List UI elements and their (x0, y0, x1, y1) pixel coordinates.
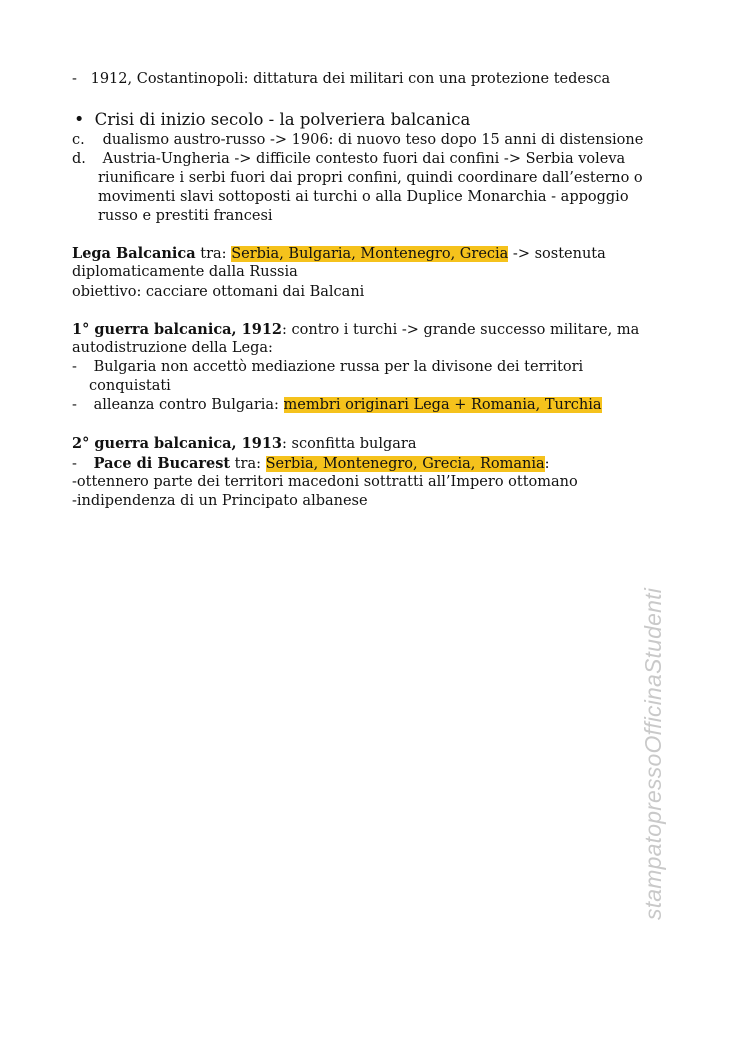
text: : sconfitta bulgara (282, 436, 417, 452)
lega-line-2 (72, 263, 298, 282)
text: riunificare i serbi fuori dai propri confini, quindi coordinare dall’esterno o (98, 170, 643, 186)
highlighted-text: Serbia, Montenegro, Grecia, Romania (265, 456, 545, 472)
text: obiettivo: cacciare ottomani dai Balcani (72, 284, 365, 300)
dash-marker: - (72, 456, 77, 472)
text: tra: (195, 246, 232, 262)
dash-marker: - (72, 71, 77, 87)
text: : (544, 456, 550, 472)
dash-marker: - (72, 359, 77, 375)
watermark: stampatopressoOfficinaStudenti (640, 587, 666, 920)
highlighted-text: membri originari Lega + Romania, Turchia (283, 397, 602, 413)
bold-term: 2° guerra balcanica, 1913 (72, 435, 283, 452)
guerra-1-bullet-1 (72, 358, 583, 377)
guerra-2-line-2 (72, 473, 578, 492)
text: Austria-Ungheria -> difficile contesto fuori dai confini -> Serbia voleva (102, 151, 626, 167)
text: diplomaticamente dalla Russia (72, 264, 298, 280)
list-item-d (72, 150, 625, 169)
section-heading (74, 110, 470, 131)
highlighted-text: Serbia, Bulgaria, Montenegro, Grecia (231, 246, 509, 262)
text: russo e prestiti francesi (98, 208, 273, 224)
text: : contro i turchi -> grande successo militare, ma (282, 322, 640, 338)
guerra-2-line (72, 434, 416, 454)
bold-term: Pace di Bucarest (93, 455, 231, 472)
list-item-d-cont (98, 169, 643, 188)
text: 1912, Costantinopoli: dittatura dei militari con una protezione tedesca (90, 71, 611, 87)
heading-text: Crisi di inizio secolo - la polveriera balcanica (94, 110, 471, 129)
guerra-1-line-2 (72, 339, 273, 358)
text: tra: (230, 456, 266, 472)
dash-marker: - (72, 397, 77, 413)
guerra-1-bullet-2 (72, 396, 602, 415)
text: Bulgaria non accettò mediazione russa per la divisone dei territori (93, 359, 584, 375)
guerra-1-line (72, 320, 639, 340)
list-item-c (72, 131, 643, 150)
text: conquistati (89, 378, 171, 394)
text: -indipendenza di un Principato albanese (72, 493, 368, 509)
guerra-2-bullet-1 (72, 454, 550, 474)
text: -> sostenuta (508, 246, 606, 262)
guerra-1-bullet-1-cont (89, 377, 171, 396)
list-item-d-cont (98, 188, 629, 207)
lega-line-3 (72, 283, 364, 302)
list-marker: d. (72, 151, 86, 167)
bullet-marker: • (74, 110, 85, 130)
list-item-d-cont (98, 207, 273, 226)
text: alleanza contro Bulgaria: (93, 397, 284, 413)
list-marker: c. (72, 132, 85, 148)
lega-line (72, 244, 606, 264)
text: -ottennero parte dei territori macedoni sottratti all’Impero ottomano (72, 474, 578, 490)
line-1912 (72, 70, 610, 89)
text: movimenti slavi sottoposti ai turchi o alla Duplice Monarchia - appoggio (98, 189, 629, 205)
text: dualismo austro-russo -> 1906: di nuovo teso dopo 15 anni di distensione (102, 132, 644, 148)
bold-term: 1° guerra balcanica, 1912 (72, 321, 283, 338)
text: autodistruzione della Lega: (72, 340, 273, 356)
bold-term: Lega Balcanica (72, 245, 196, 262)
guerra-2-line-3 (72, 492, 368, 511)
